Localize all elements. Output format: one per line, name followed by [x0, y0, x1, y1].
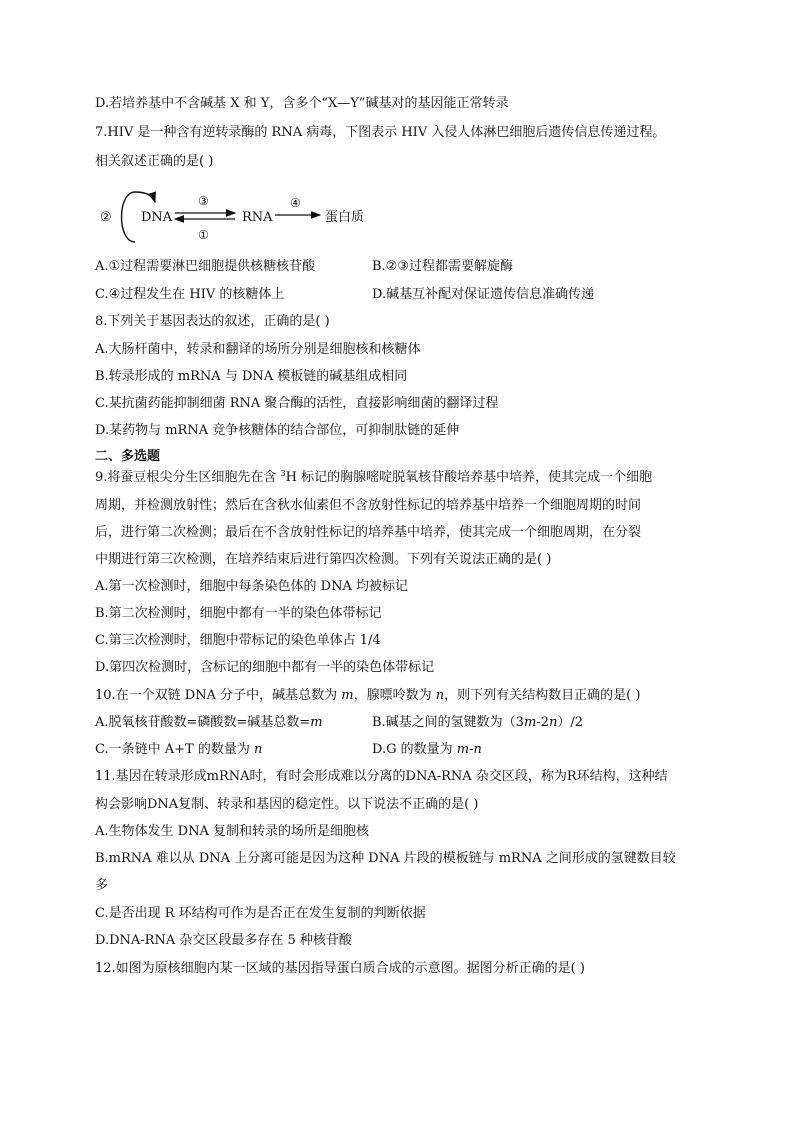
label-process-3: ③: [198, 194, 209, 208]
section-heading-multiple-choice: 二、多选题: [95, 449, 161, 464]
label-process-2: ②: [100, 210, 112, 225]
q9-stem-line1: 9.将蚕豆根尖分生区细胞先在含 $^3$H 标记的胸腺嘧啶脱氧核苷酸培养基中培养，使其完成一个细胞: [95, 469, 653, 485]
q8-stem: 8.下列关于基因表达的叙述，正确的是( ): [95, 314, 330, 329]
q11-option-a: A.生物体发生 DNA 复制和转录的场所是细胞核: [95, 824, 369, 839]
q10-option-a: A.脱氧核苷酸数=磷酸数=碱基总数=m: [95, 715, 323, 730]
q7-option-c: C.④过程发生在 HIV 的核糖体上: [95, 287, 285, 302]
q6-option-d: D.若培养基中不含碱基 X 和 Y，含多个“X—Y”碱基对的基因能正常转录: [95, 96, 509, 111]
q8-option-b: B.转录形成的 mRNA 与 DNA 模板链的碱基组成相同: [95, 369, 408, 384]
q11-option-b-line2: 多: [95, 878, 109, 893]
q11-option-c: C.是否出现 R 环结构可作为是否正在发生复制的判断依据: [95, 906, 426, 921]
q9-option-c: C.第三次检测时，细胞中带标记的染色单体占 1/4: [95, 633, 381, 648]
q9-stem-line4: 中期进行第三次检测，在培养结束后进行第四次检测。下列有关说法正确的是( ): [95, 552, 552, 567]
q10-stem: 10.在一个双链 DNA 分子中，碱基总数为 m，腺嘌呤数为 n，则下列有关结构数目正确的是( ): [95, 688, 641, 703]
replication-loop-arrow: [122, 192, 136, 242]
q7-option-d: D.碱基互补配对保证遗传信息准确传递: [372, 287, 595, 302]
q7-option-a: A.①过程需要淋巴细胞提供核糖核苷酸: [95, 259, 316, 274]
q10-option-d: D.G 的数量为 m-n: [372, 742, 482, 757]
q7-option-b: B.②③过程都需要解旋酶: [372, 259, 513, 274]
q9-option-a: A.第一次检测时，细胞中每条染色体的 DNA 均被标记: [95, 579, 408, 594]
q11-option-b-line1: B.mRNA 难以从 DNA 上分离可能是因为这种 DNA 片段的模板链与 mRNA 之间形成的氢键数目较: [95, 851, 676, 866]
label-rna: RNA: [242, 210, 273, 225]
replication-loop-arrow-head: [135, 192, 155, 202]
label-process-4: ④: [290, 196, 301, 210]
q7-stem-line2: 相关叙述正确的是( ): [95, 154, 214, 169]
q9-stem-line2: 周期，并检测放射性；然后在含秋水仙素但不含放射性标记的培养基中培养一个细胞周期的时间: [95, 498, 642, 513]
q8-option-d: D.某药物与 mRNA 竞争核糖体的结合部位，可抑制肽链的延伸: [95, 423, 460, 438]
label-protein: 蛋白质: [325, 210, 365, 225]
q10-option-c: C.一条链中 A+T 的数量为 n: [95, 742, 263, 757]
q7-stem-line1: 7.HIV 是一种含有逆转录酶的 RNA 病毒，下图表示 HIV 入侵人体淋巴细胞后遗传信息传递过程。: [95, 125, 666, 140]
q10-option-b: B.碱基之间的氢键数为（3m-2n）/2: [372, 715, 583, 730]
q12-stem: 12.如图为原核细胞内某一区域的基因指导蛋白质合成的示意图。据图分析正确的是( ): [95, 961, 585, 976]
q9-option-b: B.第二次检测时，细胞中都有一半的染色体带标记: [95, 606, 382, 621]
q8-option-c: C.某抗菌药能抑制细菌 RNA 聚合酶的活性，直接影响细菌的翻译过程: [95, 396, 499, 411]
q8-option-a: A.大肠杆菌中，转录和翻译的场所分别是细胞核和核糖体: [95, 342, 421, 357]
q11-option-d: D.DNA-RNA 杂交区段最多存在 5 种核苷酸: [95, 933, 352, 948]
label-dna: DNA: [141, 210, 173, 225]
hiv-information-flow-diagram: [95, 180, 395, 250]
q11-stem-line1: 11.基因在转录形成mRNA时，有时会形成难以分离的DNA-RNA 杂交区段，称为R环结构，这种结: [95, 769, 668, 784]
q11-stem-line2: 构会影响DNA复制、转录和基因的稳定性。以下说法不正确的是( ): [95, 797, 479, 812]
label-process-1: ①: [198, 228, 209, 242]
q9-stem-line3: 后，进行第二次检测；最后在不含放射性标记的培养基中培养，使其完成一个细胞周期，在分裂: [95, 525, 642, 540]
q9-option-d: D.第四次检测时，含标记的细胞中都有一半的染色体带标记: [95, 660, 435, 675]
